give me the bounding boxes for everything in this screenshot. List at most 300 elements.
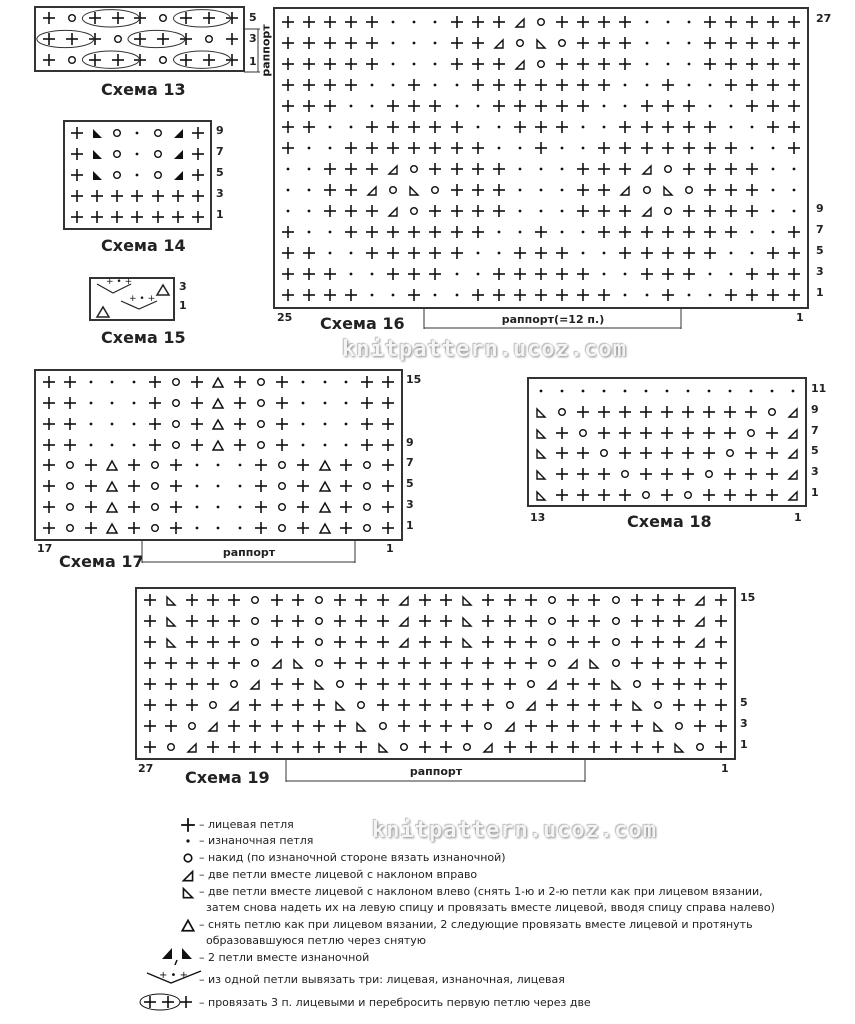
knit-stitch-icon xyxy=(436,632,457,653)
knit-stitch-icon xyxy=(719,422,740,443)
purl-stitch-icon xyxy=(784,158,805,179)
knit-stitch-icon xyxy=(80,517,101,538)
knit-stitch-icon xyxy=(361,137,382,158)
knit-stitch-icon xyxy=(530,284,551,305)
knit-stitch-icon xyxy=(657,422,678,443)
knit-stitch-icon xyxy=(404,137,425,158)
knit-stitch-icon xyxy=(277,11,298,32)
knit-stitch-icon xyxy=(594,32,615,53)
yarn-over-icon xyxy=(478,715,499,736)
knit-stitch-icon xyxy=(784,116,805,137)
purl-stitch-icon xyxy=(636,53,657,74)
knit-stitch-icon xyxy=(393,694,414,715)
scheme19-row-label: 5 xyxy=(740,695,748,709)
p2tog-right-filled-icon xyxy=(168,144,188,165)
scheme16-col-left: 25 xyxy=(277,311,293,324)
purl-stitch-icon xyxy=(340,263,361,284)
knit-stitch-icon xyxy=(340,32,361,53)
knit-stitch-icon xyxy=(711,715,732,736)
knit-stitch-icon xyxy=(573,95,594,116)
knit-stitch-icon xyxy=(361,158,382,179)
p2tog-right-filled-icon xyxy=(168,165,188,186)
knit-stitch-icon xyxy=(573,263,594,284)
knit-stitch-icon xyxy=(541,736,562,757)
knit-stitch-icon xyxy=(298,95,319,116)
yarn-over-icon xyxy=(250,414,271,435)
purl-stitch-icon xyxy=(80,414,101,435)
knit-stitch-icon xyxy=(552,443,573,464)
knit-stitch-icon xyxy=(721,284,742,305)
k2tog-right-icon xyxy=(478,736,499,757)
knit-stitch-icon xyxy=(761,484,782,505)
knit-stitch-icon xyxy=(699,53,720,74)
knit-stitch-icon xyxy=(67,165,87,186)
purl-stitch-icon xyxy=(383,284,404,305)
ssk-left-icon xyxy=(531,422,552,443)
knit-stitch-icon xyxy=(446,137,467,158)
knit-stitch-icon xyxy=(467,200,488,221)
pass-over-ellipse xyxy=(82,51,139,68)
ssk-left-icon xyxy=(531,402,552,423)
knit-stitch-icon xyxy=(711,632,732,653)
yarn-over-icon xyxy=(509,32,530,53)
knit-stitch-icon xyxy=(298,53,319,74)
knit-stitch-icon xyxy=(552,484,573,505)
knit-stitch-icon xyxy=(378,517,399,538)
k2tog-right-icon xyxy=(393,590,414,611)
scheme13-row-label: 1 xyxy=(249,55,257,68)
ssk-left-icon xyxy=(531,484,552,505)
knit-stitch-icon xyxy=(266,590,287,611)
yarn-over-icon xyxy=(404,158,425,179)
knit-stitch-icon xyxy=(351,736,372,757)
purl-stitch-icon xyxy=(636,74,657,95)
knit-stitch-icon xyxy=(541,715,562,736)
knit-stitch-icon xyxy=(277,74,298,95)
knit-stitch-icon xyxy=(499,674,520,695)
knit-stitch-icon xyxy=(478,653,499,674)
knit-stitch-icon xyxy=(520,632,541,653)
scheme17-caption: Схема 17 xyxy=(59,552,144,571)
sk2p-triangle-icon xyxy=(102,476,123,497)
purl-stitch-icon xyxy=(552,200,573,221)
knit-stitch-icon xyxy=(181,674,202,695)
purl-stitch-icon xyxy=(740,381,761,402)
purl-stitch-icon xyxy=(80,372,101,393)
knit-stitch-icon xyxy=(107,206,127,227)
knit-stitch-icon xyxy=(552,263,573,284)
knit-stitch-icon xyxy=(563,736,584,757)
knit-stitch-icon xyxy=(188,206,208,227)
purl-stitch-icon xyxy=(784,179,805,200)
scheme18-caption: Схема 18 xyxy=(627,512,712,531)
legend-text: – накид (по изнаночной стороне вязать изнаночной) xyxy=(199,851,506,864)
knit-stitch-icon xyxy=(584,611,605,632)
scheme17-row-label: 3 xyxy=(406,497,414,511)
knit-stitch-icon xyxy=(319,95,340,116)
yarn-over-icon xyxy=(647,694,668,715)
knit-stitch-icon xyxy=(330,736,351,757)
knit-stitch-icon xyxy=(38,476,59,497)
knit-stitch-icon xyxy=(711,736,732,757)
yarn-over-icon xyxy=(657,158,678,179)
knit-stitch-icon xyxy=(573,484,594,505)
purl-stitch-icon xyxy=(530,179,551,200)
knit-stitch-icon xyxy=(647,674,668,695)
knit-stitch-icon xyxy=(287,715,308,736)
knit-stitch-icon xyxy=(319,179,340,200)
purl-stitch-icon xyxy=(488,137,509,158)
purl-stitch-icon xyxy=(552,381,573,402)
knit-stitch-icon xyxy=(678,263,699,284)
knit-stitch-icon xyxy=(699,242,720,263)
yarn-over-icon xyxy=(626,674,647,695)
scheme15-row-label: 3 xyxy=(179,280,187,293)
knit-stitch-icon xyxy=(404,221,425,242)
purl-stitch-icon xyxy=(298,221,319,242)
knit-stitch-icon xyxy=(298,284,319,305)
knit-stitch-icon xyxy=(488,263,509,284)
knit-stitch-icon xyxy=(742,95,763,116)
knit-stitch-icon xyxy=(719,402,740,423)
purl-stitch-icon xyxy=(404,32,425,53)
k2tog-right-icon xyxy=(393,632,414,653)
yarn-over-icon xyxy=(594,443,615,464)
scheme14-row-label: 5 xyxy=(216,166,224,179)
knit-stitch-icon xyxy=(330,590,351,611)
knit-stitch-icon xyxy=(488,53,509,74)
knit-stitch-icon xyxy=(436,674,457,695)
purl-stitch-icon xyxy=(383,32,404,53)
knit-stitch-icon xyxy=(711,611,732,632)
yarn-over-icon xyxy=(383,179,404,200)
ssk-left-icon xyxy=(531,443,552,464)
yarn-over-icon xyxy=(541,590,562,611)
knit-stitch-icon xyxy=(224,590,245,611)
pass-over-cross-icon xyxy=(138,992,198,1016)
scheme14-row-label: 7 xyxy=(216,145,224,159)
purl-stitch-icon xyxy=(678,32,699,53)
k2tog-right-icon xyxy=(636,200,657,221)
knit-stitch-icon xyxy=(615,402,636,423)
knit-stitch-icon xyxy=(340,221,361,242)
yarn-over-icon xyxy=(148,123,168,144)
knit-stitch-icon xyxy=(378,497,399,518)
knit-stitch-icon xyxy=(446,242,467,263)
k2tog-right-icon xyxy=(181,736,202,757)
knit-stitch-icon xyxy=(330,715,351,736)
knit-stitch-icon xyxy=(340,53,361,74)
yarn-over-icon xyxy=(272,497,293,518)
knit-stitch-icon xyxy=(383,137,404,158)
knit-stitch-icon xyxy=(719,484,740,505)
knit-stitch-icon xyxy=(80,476,101,497)
purl-stitch-icon xyxy=(699,284,720,305)
purl-stitch-icon xyxy=(425,284,446,305)
purl-stitch-icon xyxy=(80,434,101,455)
k2tog-right-icon xyxy=(509,53,530,74)
knit-stitch-icon xyxy=(404,116,425,137)
knit-stitch-icon xyxy=(668,632,689,653)
scheme16-rapport-label: раппорт(=12 п.) xyxy=(501,313,605,326)
knit-stitch-icon xyxy=(168,206,188,227)
knit-stitch-icon xyxy=(657,464,678,485)
purl-stitch-icon xyxy=(678,74,699,95)
purl-stitch-icon xyxy=(763,200,784,221)
knit-stitch-icon xyxy=(393,653,414,674)
scheme19-row-label: 3 xyxy=(740,716,748,730)
knit-stitch-icon xyxy=(742,284,763,305)
knit-stitch-icon xyxy=(552,242,573,263)
yarn-over-icon xyxy=(144,497,165,518)
knit-stitch-icon xyxy=(372,694,393,715)
k2tog-right-icon xyxy=(615,179,636,200)
knit-stitch-icon xyxy=(308,736,329,757)
knit-stitch-icon xyxy=(181,632,202,653)
pass-over-ellipse xyxy=(174,51,231,68)
k2tog-right-icon xyxy=(393,611,414,632)
scheme17-grid xyxy=(38,372,399,538)
knit-stitch-icon xyxy=(330,632,351,653)
watermark-bottom: knitpattern.ucoz.com xyxy=(372,818,657,843)
scheme17-row-label: 15 xyxy=(406,373,422,387)
knit-stitch-icon xyxy=(335,455,356,476)
purl-stitch-icon xyxy=(277,158,298,179)
knit-stitch-icon xyxy=(277,53,298,74)
purl-stitch-icon xyxy=(335,393,356,414)
knit-stitch-icon xyxy=(361,221,382,242)
scheme15-row-label: 1 xyxy=(179,299,187,312)
knit-stitch-icon xyxy=(763,242,784,263)
purl-stitch-icon xyxy=(383,11,404,32)
knit-stitch-icon xyxy=(626,611,647,632)
knit-stitch-icon xyxy=(188,123,208,144)
k2tog-right-icon xyxy=(383,200,404,221)
knit-stitch-icon xyxy=(690,653,711,674)
knit-stitch-icon xyxy=(467,158,488,179)
yarn-over-icon xyxy=(245,653,266,674)
knit-stitch-icon xyxy=(563,611,584,632)
yarn-over-icon xyxy=(224,674,245,695)
purl-stitch-icon xyxy=(677,381,698,402)
knit-stitch-icon xyxy=(277,32,298,53)
knit-stitch-icon xyxy=(657,95,678,116)
sk2p-triangle-icon xyxy=(314,455,335,476)
yarn-over-icon xyxy=(165,414,186,435)
knit-stitch-icon xyxy=(763,32,784,53)
legend-text-continued: затем снова надеть их на левую спицу и провязать вместе лицевой, вводя спицу справа налево) xyxy=(206,901,775,914)
scheme17-chart xyxy=(34,369,403,541)
sk2p-triangle-icon xyxy=(180,917,196,937)
knit-stitch-icon xyxy=(530,74,551,95)
purl-stitch-icon xyxy=(699,74,720,95)
knit-stitch-icon xyxy=(761,443,782,464)
knit-stitch-icon xyxy=(763,263,784,284)
purl-stitch-icon xyxy=(361,284,382,305)
knit-stitch-icon xyxy=(80,497,101,518)
yarn-over-icon xyxy=(59,517,80,538)
yarn-over-icon xyxy=(615,464,636,485)
knit-stitch-icon xyxy=(699,200,720,221)
purl-stitch-icon xyxy=(208,517,229,538)
knit-stitch-icon xyxy=(436,736,457,757)
p2tog-left-filled-icon xyxy=(87,123,107,144)
knit-stitch-icon xyxy=(678,95,699,116)
knit-stitch-icon xyxy=(340,179,361,200)
knit-stitch-icon xyxy=(425,242,446,263)
yarn-over-icon xyxy=(357,455,378,476)
knit-stitch-icon xyxy=(699,158,720,179)
p2tog-left-filled-icon xyxy=(87,165,107,186)
purl-stitch-icon xyxy=(488,242,509,263)
knit-stitch-icon xyxy=(594,464,615,485)
k2tog-right-icon xyxy=(509,11,530,32)
knit-stitch-icon xyxy=(266,694,287,715)
knit-stitch-icon xyxy=(188,144,208,165)
knit-stitch-icon xyxy=(383,116,404,137)
knit-stitch-icon xyxy=(615,484,636,505)
knit-stitch-icon xyxy=(436,611,457,632)
knit-stitch-icon xyxy=(742,32,763,53)
purl-stitch-icon xyxy=(615,381,636,402)
ssk-left-icon xyxy=(372,736,393,757)
knit-stitch-icon xyxy=(520,611,541,632)
knit-stitch-icon xyxy=(699,32,720,53)
purl-stitch-icon xyxy=(573,221,594,242)
k2tog-right-icon xyxy=(383,158,404,179)
yarn-over-icon xyxy=(59,497,80,518)
purl-stitch-icon xyxy=(361,74,382,95)
knit-stitch-icon xyxy=(203,674,224,695)
purl-stitch-icon xyxy=(229,476,250,497)
knit-stitch-icon xyxy=(446,221,467,242)
knit-stitch-icon xyxy=(372,653,393,674)
knit-stitch-icon xyxy=(668,653,689,674)
scheme19-col-left: 27 xyxy=(138,762,154,775)
knit-stitch-icon xyxy=(446,179,467,200)
knit-stitch-icon xyxy=(181,590,202,611)
scheme14-row-label: 1 xyxy=(216,207,224,221)
svg-text:+ • +: + • + xyxy=(159,970,189,981)
knit-stitch-icon xyxy=(457,715,478,736)
purl-stitch-icon xyxy=(467,116,488,137)
knit-stitch-icon xyxy=(721,53,742,74)
knit-stitch-icon xyxy=(245,715,266,736)
k2tog-right-icon xyxy=(782,402,803,423)
knit-stitch-icon xyxy=(699,116,720,137)
k2tog-right-icon xyxy=(245,674,266,695)
knit-stitch-icon xyxy=(425,95,446,116)
knit-stitch-icon xyxy=(139,611,160,632)
knit-stitch-icon xyxy=(425,158,446,179)
knit-stitch-icon xyxy=(647,736,668,757)
knit-stitch-icon xyxy=(520,590,541,611)
yarn-over-icon xyxy=(148,144,168,165)
purl-stitch-icon xyxy=(229,517,250,538)
knit-stitch-icon xyxy=(677,464,698,485)
purl-stitch-icon xyxy=(335,434,356,455)
knit-stitch-icon xyxy=(187,372,208,393)
knit-stitch-icon xyxy=(38,434,59,455)
knit-stitch-icon xyxy=(478,590,499,611)
yarn-over-icon xyxy=(605,590,626,611)
purl-stitch-icon xyxy=(404,11,425,32)
knit-stitch-icon xyxy=(719,464,740,485)
knit-stitch-icon xyxy=(552,95,573,116)
knit-stitch-icon xyxy=(488,179,509,200)
purl-stitch-icon xyxy=(467,95,488,116)
scheme13-row-label: 3 xyxy=(249,32,257,45)
knit-stitch-icon xyxy=(308,715,329,736)
knit-stitch-icon xyxy=(224,632,245,653)
knit-stitch-icon xyxy=(457,653,478,674)
knit-stitch-icon xyxy=(148,206,168,227)
knit-stitch-icon xyxy=(250,517,271,538)
knit-stitch-icon xyxy=(784,221,805,242)
purl-stitch-icon xyxy=(742,242,763,263)
knit-stitch-icon xyxy=(266,611,287,632)
knit-stitch-icon xyxy=(711,590,732,611)
purl-stitch-icon xyxy=(763,137,784,158)
purl-stitch-icon xyxy=(229,497,250,518)
scheme13-caption: Схема 13 xyxy=(101,80,186,99)
knit-stitch-icon xyxy=(446,200,467,221)
yarn-over-icon xyxy=(552,32,573,53)
knit-stitch-icon xyxy=(203,736,224,757)
knit-stitch-icon xyxy=(573,158,594,179)
knit-stitch-icon xyxy=(584,674,605,695)
knit-stitch-icon xyxy=(351,632,372,653)
knit-stitch-icon xyxy=(594,200,615,221)
knit-stitch-icon xyxy=(414,653,435,674)
knit-stitch-icon xyxy=(203,611,224,632)
knit-stitch-icon xyxy=(636,95,657,116)
purl-stitch-icon xyxy=(657,381,678,402)
knit-stitch-icon xyxy=(677,402,698,423)
scheme15-increase-bottom: + • + xyxy=(129,294,156,304)
knit-stitch-icon xyxy=(584,715,605,736)
knit-stitch-icon xyxy=(107,185,127,206)
knit-stitch-icon xyxy=(763,95,784,116)
knit-stitch-icon xyxy=(250,497,271,518)
knit-stitch-icon xyxy=(123,497,144,518)
knit-stitch-icon xyxy=(678,158,699,179)
scheme13-row-label: 5 xyxy=(249,11,257,24)
knit-stitch-icon xyxy=(250,476,271,497)
knit-stitch-icon xyxy=(127,185,147,206)
purl-stitch-icon xyxy=(298,200,319,221)
knit-stitch-icon xyxy=(657,402,678,423)
knit-stitch-icon xyxy=(378,372,399,393)
knit-stitch-icon xyxy=(272,372,293,393)
purl-stitch-icon xyxy=(404,53,425,74)
purl-stitch-icon xyxy=(761,381,782,402)
purl-stitch-icon xyxy=(657,53,678,74)
knit-stitch-icon xyxy=(277,95,298,116)
purl-stitch-icon xyxy=(721,263,742,284)
yarn-over-icon xyxy=(605,632,626,653)
knit-stitch-icon xyxy=(372,632,393,653)
k2tog-right-icon xyxy=(203,715,224,736)
knit-stitch-icon xyxy=(335,497,356,518)
purl-stitch-icon xyxy=(446,284,467,305)
knit-stitch-icon xyxy=(272,393,293,414)
knit-stitch-icon xyxy=(467,32,488,53)
scheme13-rapport-label: раппорт xyxy=(259,24,273,77)
knit-stitch-icon xyxy=(699,137,720,158)
yarn-over-icon xyxy=(308,632,329,653)
knit-stitch-icon xyxy=(160,715,181,736)
